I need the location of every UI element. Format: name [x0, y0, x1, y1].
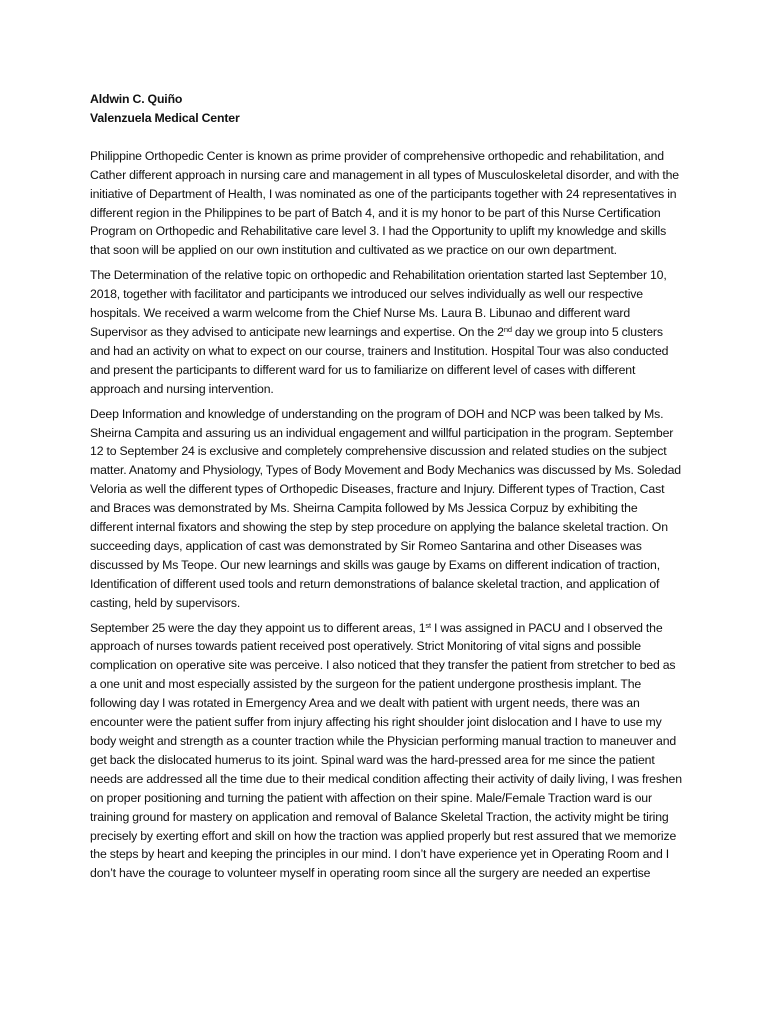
- paragraph-area-rotation-text-a: September 25 were the day they appoint us to different areas, 1: [90, 620, 426, 635]
- paragraph-program-discussion: Deep Information and knowledge of understanding on the program of DOH and NCP was been talked by Ms. Sheirna Campita and assuring us an individual engagement and willful participation in the program. September 12 to September 24 is exclusive and completely comprehensive discussion and related studies on the subject matter. Anatomy and Physiology, Types of Body Movement and Body Mechanics was discussed by Ms. Soledad Veloria as well the different types of Orthopedic Diseases, fracture and Injury. Different types of Traction, Cast and Braces was demonstrated by Ms. Sheirna Campita followed by Ms Jessica Corpuz by exhibiting the different internal fixators and showing the step by step procedure on applying the balance skeletal traction. On succeeding days, application of cast was demonstrated by Sir Romeo Santarina and other Diseases was discussed by Ms Teope. Our new learnings and skills was gauge by Exams on different indication of traction, Identification of different used tools and return demonstrations of balance skeletal traction, and application of casting, held by supervisors.: [90, 406, 681, 610]
- paragraph-orientation-text-b: day we group into 5 clusters and had an activity on what to expect on our course, trainers and Institution. Hospital Tour was also conducted and present the participants to different ward for us to familiarize on different level of cases with different approach and nursing intervention.: [90, 324, 669, 396]
- ordinal-suffix-nd: nd: [503, 324, 512, 334]
- author-name: Aldwin C. Quiño: [90, 92, 183, 106]
- document-header: [90, 90, 682, 128]
- paragraph-area-rotation: [90, 619, 682, 884]
- ordinal-suffix-st: st: [425, 620, 431, 630]
- paragraph-orientation: [90, 266, 682, 398]
- paragraph-area-rotation-text-b: I was assigned in PACU and I observed the approach of nurses towards patient received post operatively. Strict Monitoring of vital signs and possible complication on operative site was perceive. I also noticed that they transfer the patient from stretcher to bed as a one unit and most especially assisted by the surgeon for the patient undergone prosthesis implant. The following day I was rotated in Emergency Area and we dealt with patient with urgent needs, there was an encounter were the patient suffer from injury affecting his right shoulder joint dislocation and I have to use my body weight and strength as a counter traction while the Physician performing manual traction to maneuver and get back the dislocated humerus to its joint. Spinal ward was the hard-pressed area for me since the patient needs are addressed all the time due to their medical condition affecting their activity of daily living, I was freshen on proper positioning and turning the patient with affection on their spine. Male/Female Traction ward is our training ground for mastery on application and removal of Balance Skeletal Traction, the activity might be tiring precisely by exerting effort and skill on how the traction was applied properly but rest assured that we memorize the steps by heart and keeping the principles in our mind. I don’t have experience yet in Operating Room and I don’t have the courage to volunteer myself in operating room since all the surgery are needed an expertise: [90, 620, 682, 881]
- paragraph-introduction: Philippine Orthopedic Center is known as prime provider of comprehensive orthopedic and rehabilitation, and Cather different approach in nursing care and management in all types of Musculoskeletal disorder, and with the initiative of Department of Health, I was nominated as one of the participants together with 24 representatives in different region in the Philippines to be part of Batch 4, and it is my honor to be part of this Nurse Certification Program on Orthopedic and Rehabilitative care level 3. I had the Opportunity to uplift my knowledge and skills that soon will be applied on our own institution and cultivated as we practice on our own department.: [90, 148, 679, 258]
- paragraph-orientation-text-a: The Determination of the relative topic on orthopedic and Rehabilitation orientation started last September 10, 2018, together with facilitator and participants we introduced our selves individually as well our respective hospitals. We received a warm welcome from the Chief Nurse Ms. Laura B. Libunao and different ward Supervisor as they advised to anticipate new learnings and expertise. On the 2: [90, 268, 667, 339]
- document-page: [90, 90, 682, 883]
- institution-name: Valenzuela Medical Center: [90, 110, 240, 125]
